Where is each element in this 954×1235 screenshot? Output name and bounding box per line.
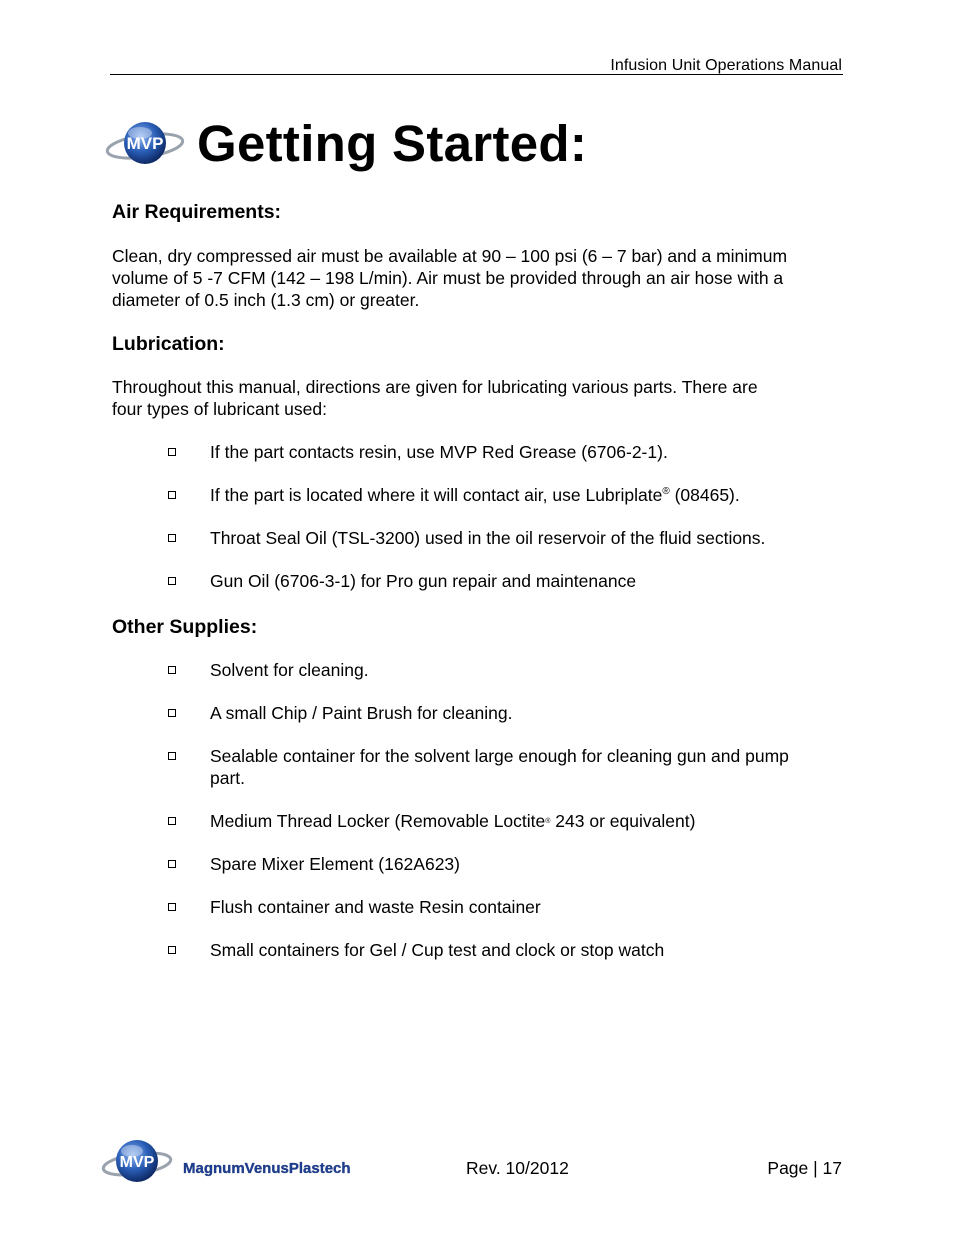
list-item-text: If the part is located where it will contact air, use Lubriplate® (08465). <box>210 485 740 505</box>
air-requirements-paragraph <box>112 245 847 311</box>
list-item-text: Gun Oil (6706-3-1) for Pro gun repair and maintenance <box>210 571 637 591</box>
list-item-text: If the part contacts resin, use MVP Red Grease (6706-2-1). <box>210 442 668 462</box>
checkbox-bullet-icon <box>168 666 176 674</box>
checkbox-bullet-icon <box>168 709 176 717</box>
para-line: Clean, dry compressed air must be available at 90 – 100 psi (6 – 7 bar) and a minimum <box>112 246 788 266</box>
para-line: Throughout this manual, directions are given for lubricating various parts. There are <box>112 377 758 397</box>
footer-mvp-logo-icon <box>101 1133 173 1191</box>
lubrication-heading: Lubrication: <box>112 333 225 355</box>
header-manual-title: Infusion Unit Operations Manual <box>610 57 842 74</box>
list-item-text: Flush container and waste Resin container <box>210 897 541 917</box>
checkbox-bullet-icon <box>168 491 176 499</box>
list-item-text: A small Chip / Paint Brush for cleaning. <box>210 703 513 723</box>
footer-brand-wordmark <box>183 1157 383 1179</box>
para-line: four types of lubricant used: <box>112 399 327 419</box>
para-line: volume of 5 -7 CFM (142 – 198 L/min). Air must be provided through an air hose with a <box>112 268 784 288</box>
checkbox-bullet-icon <box>168 752 176 760</box>
list-item-text: Throat Seal Oil (TSL-3200) used in the oil reservoir of the fluid sections. <box>210 528 766 548</box>
page-title: Getting Started: <box>197 115 588 172</box>
lubrication-paragraph <box>112 376 847 420</box>
footer-page-number: Page | 17 <box>767 1158 842 1178</box>
list-item-text: Small containers for Gel / Cup test and clock or stop watch <box>210 940 665 960</box>
list-item-text: Sealable container for the solvent large enough for cleaning gun and pump part. <box>210 746 789 788</box>
checkbox-bullet-icon <box>168 860 176 868</box>
checkbox-bullet-icon <box>168 817 176 825</box>
mvp-logo-icon <box>105 117 185 171</box>
header-divider <box>110 74 843 75</box>
footer-brand-text: MagnumVenusPlastech <box>183 1160 351 1177</box>
list-item-text: Solvent for cleaning. <box>210 660 369 680</box>
footer-revision: Rev. 10/2012 <box>466 1158 569 1178</box>
air-requirements-heading: Air Requirements: <box>112 201 282 223</box>
footer-logo-text: MVP <box>119 1154 155 1171</box>
list-item-text: Medium Thread Locker (Removable Loctite® 243 or equivalent) <box>210 811 696 831</box>
checkbox-bullet-icon <box>168 534 176 542</box>
checkbox-bullet-icon <box>168 448 176 456</box>
checkbox-bullet-icon <box>168 946 176 954</box>
checkbox-bullet-icon <box>168 577 176 585</box>
other-supplies-heading: Other Supplies: <box>112 616 258 638</box>
para-line: diameter of 0.5 inch (1.3 cm) or greater. <box>112 290 420 310</box>
list-item-text: Spare Mixer Element (162A623) <box>210 854 460 874</box>
logo-text: MVP <box>126 134 164 153</box>
checkbox-bullet-icon <box>168 903 176 911</box>
